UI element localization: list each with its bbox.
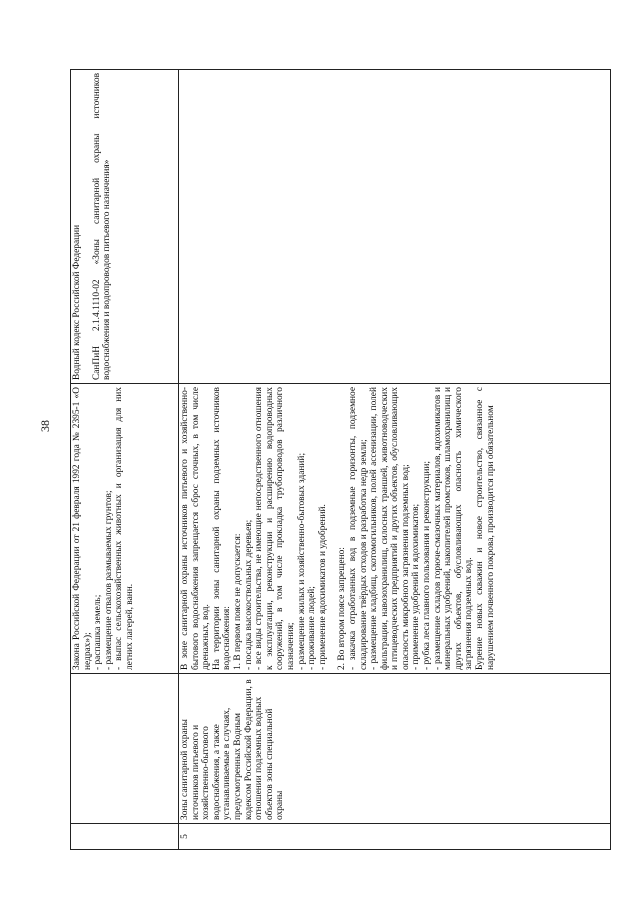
restriction-line: - размещение складов горюче-смазочных материалов, ядохимикатов и минеральных удобрений, накопителей промстоков, шламохранилищ и других объектов, обусловливающих опасность химического загрязнения подземных вод. [432,387,475,670]
restriction-line: - рубка леса главного пользования и реконструкции; [422,461,433,670]
table-row [71,70,179,850]
restriction-line: В зоне санитарной охраны источников питьевого и хозяйственно-бытового водоснабжения запрещается сброс сточных, в том числе дренажных, вод. [180,387,212,670]
zone-name-cell [179,674,611,824]
restriction-line: 1. В первом поясе не допускается: [232,533,243,670]
restriction-line: - размещение отвалов размываемых грунтов; [103,490,114,670]
restriction-line: - распашка земель; [93,594,104,670]
zone-name-cell [71,674,179,824]
laws-cell [179,70,611,384]
restriction-line: - применение ядохимикатов и удобрений. [317,504,328,670]
restriction-line: - выпас сельскохозяйственных животных и организация для них летних лагерей, ванн. [114,387,135,670]
table-row [179,70,611,850]
restriction-line: На территории зоны санитарной охраны подземных источников водоснабжения: [211,387,233,670]
spacer [328,387,337,670]
zone-name: Зоны санитарной охраны источников питьевого и хозяйственно-бытового водоснабжения, а также устанавливаемые в случаях, предусмотренных Водным кодексом Российской Федерации, в отношении подземных водных объектов зоны специальной охраны [180,679,286,820]
restriction-line: - размещение жилых и хозяйственно-бытовых зданий; [296,452,307,670]
restriction-line: - все виды строительства, не имеющие непосредственного отношения к эксплуатации, реконструкции и расширению водопроводных сооружений, в том числе прокладка трубопроводов различного назначения; [254,387,296,670]
spacer [83,73,92,380]
restriction-line: - применение удобрений и ядохимикатов; [411,503,422,670]
restriction-line: Закона Российской Федерации от 21 февраля 1992 года № 2395-1 «О недрах»); [72,387,93,670]
restriction-line: - размещение кладбищ, скотомогильников, полей ассенизации, полей фильтрации, навозохранилищ, силосных траншей, животноводческих и птицеводческих предприятий и других объектов, обусловливающих опасность микробного загрязнения подземных вод; [369,387,411,670]
restrictions-cell [71,384,179,674]
restrictions-table-sheet [70,70,610,850]
row-number-cell [71,824,179,850]
restriction-line: 2. Во втором поясе запрещено: [337,547,348,670]
page-number: 38 [38,420,52,432]
restriction-line: - посадка высокоствольных деревьев; [243,519,254,670]
restriction-line: - проживание людей; [307,586,318,670]
restriction-line: Бурение новых скважин и новое строительство, связанное с нарушением почвенного покрова, производится при обязательном [475,387,496,670]
restrictions-cell [179,384,611,674]
restriction-line: - закачка отработанных вод в подземные горизонты, подземное складирование твёрдых отходов и разработка недр земли; [347,387,369,670]
restrictions-table [70,69,611,850]
law-reference: СанПиН 2.1.4.1110-02 «Зоны санитарной охраны источников водоснабжения и водопроводов питьевого назначения» [91,73,113,380]
row-number-cell: 5 [179,824,611,850]
laws-cell [71,70,179,384]
law-reference: Водный кодекс Российской Федерации [72,224,82,380]
